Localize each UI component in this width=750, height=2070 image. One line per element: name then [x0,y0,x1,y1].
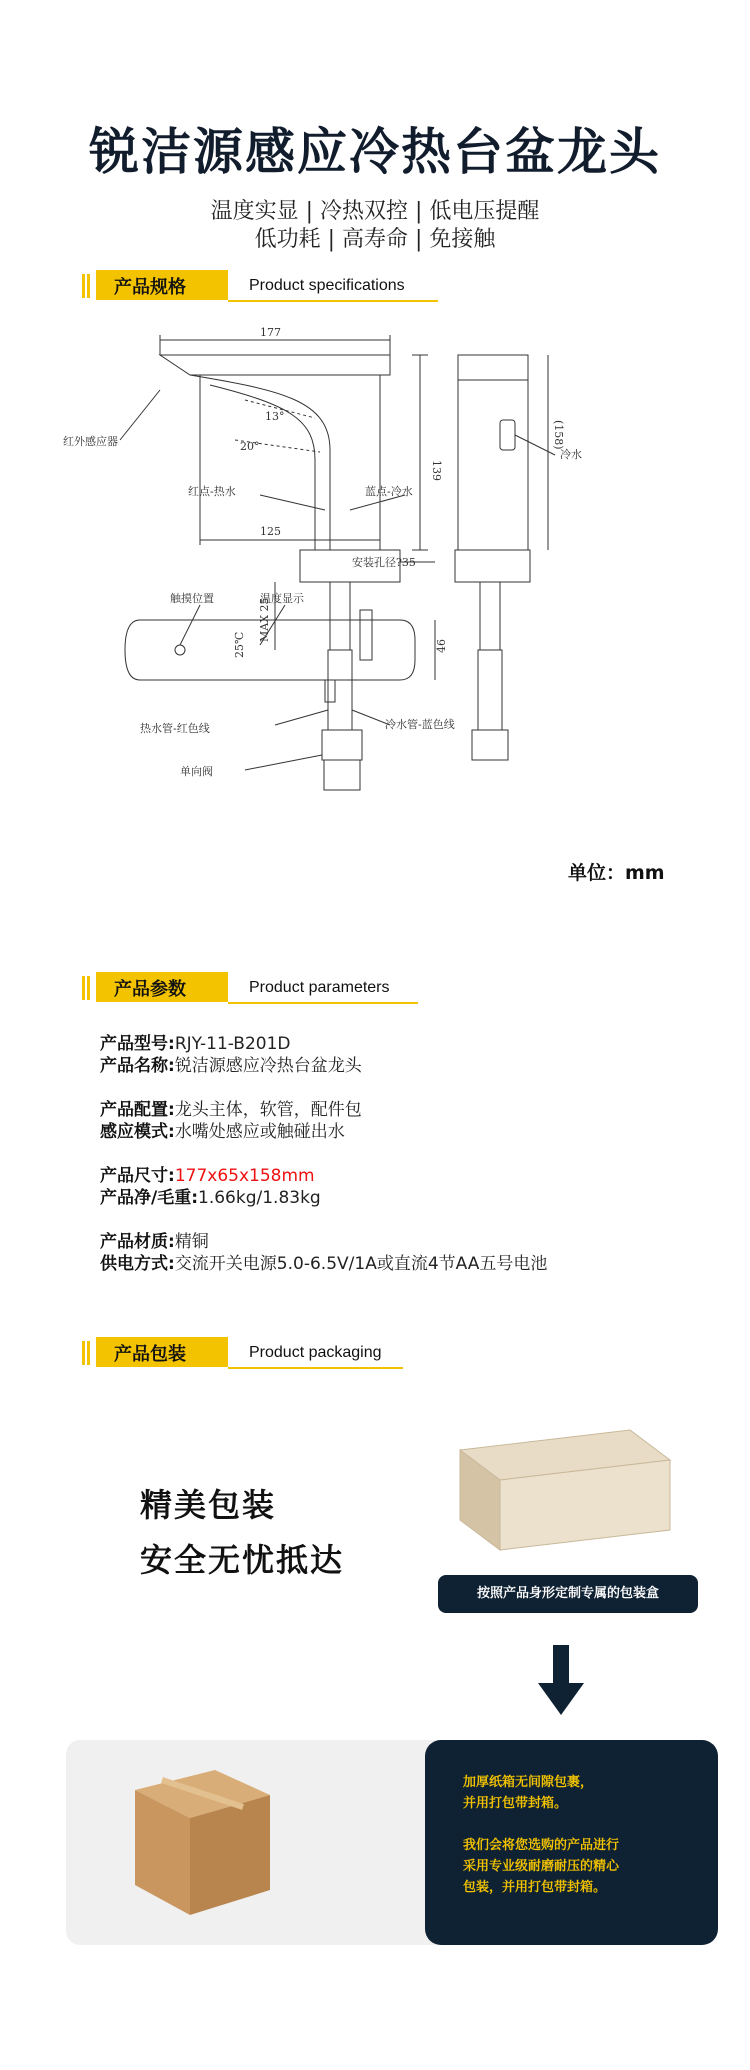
label-hole: 安装孔径?35 [352,556,416,569]
section-title-en: Product parameters [249,979,390,996]
section-header-packaging [82,1337,422,1371]
stripe-decoration [82,274,92,298]
dim-177: 177 [260,326,281,339]
param-value: 1.66kg/1.83kg [198,1188,321,1208]
section-title-zh: 产品规格 [114,277,186,298]
param-name [100,1055,362,1077]
param-label: 产品名称: [100,1056,175,1076]
param-value: 锐洁源感应冷热台盆龙头 [174,1056,362,1076]
param-label: 供电方式: [100,1254,175,1274]
angle-13: 13° [265,410,285,423]
dim-46: 46 [435,639,448,653]
label-cold-pipe: 冷水管-蓝色线 [385,718,455,731]
param-material [100,1231,209,1253]
param-value: 龙头主体，软管，配件包 [174,1100,362,1120]
param-label: 产品材质: [100,1232,175,1252]
down-arrow-icon [538,1645,584,1715]
label-sensor: 红外感应器 [63,435,118,448]
box-caption: 按照产品身形定制专属的包装盒 [438,1575,698,1613]
section-title-en: Product specifications [249,277,405,294]
param-value: 交流开关电源5.0-6.5V/1A或直流4节AA五号电池 [174,1254,548,1274]
note-line: 加厚纸箱无间隙包裹， [463,1775,594,1790]
label-temp-value: 25℃ [233,631,246,658]
param-label: 感应模式: [100,1122,175,1142]
param-value: 精铜 [174,1232,209,1252]
shipping-note-box [425,1740,718,1945]
section-underline [228,1367,403,1369]
label-touch: 触摸位置 [170,592,214,605]
label-temp-display: 温度显示 [260,592,304,605]
section-underline [228,1002,418,1004]
param-mode [100,1121,345,1143]
slogan-1: 精美包装 [140,1486,277,1524]
param-model [100,1033,291,1055]
label-hot-pipe: 热水管-红色线 [140,722,210,735]
param-label: 产品净/毛重: [100,1188,199,1208]
section-title-en: Product packaging [249,1344,382,1361]
angle-20: 20° [240,440,260,453]
label-hot: 红点-热水 [188,485,236,498]
param-label: 产品型号: [100,1034,175,1054]
note-line: 我们会将您选购的产品进行 [463,1838,620,1853]
unit-label: 单位：mm [568,862,665,884]
param-value: 177x65x158mm [174,1166,315,1186]
param-value: 水嘴处感应或触碰出水 [174,1122,345,1142]
feature-line-2: 低功耗 | 高寿命 | 免接触 [254,227,496,252]
note-line: 包装，并用打包带封箱。 [463,1880,607,1895]
feature-line-1: 温度实显 | 冷热双控 | 低电压提醒 [210,199,540,224]
product-box-image [440,1420,680,1570]
label-cold-side: 冷水 [560,448,582,461]
param-power [100,1253,547,1275]
section-underline [228,300,438,302]
section-title-zh: 产品参数 [114,979,186,1000]
param-value: RJY-11-B201D [174,1034,291,1054]
param-label: 产品尺寸: [100,1166,175,1186]
label-max25: MAX 25 [258,597,271,642]
note-line: 采用专业级耐磨耐压的精心 [463,1859,620,1874]
param-weight [100,1187,321,1209]
technical-drawing [60,320,700,910]
stripe-decoration [82,976,92,1000]
label-check-valve: 单向阀 [180,765,213,778]
param-size [100,1165,315,1187]
page-title: 锐洁源感应冷热台盆龙头 [89,123,661,181]
dim-125: 125 [260,525,281,538]
dim-139: 139 [430,460,443,481]
stripe-decoration [82,1341,92,1365]
dim-158: (158) [552,420,565,450]
param-label: 产品配置: [100,1100,175,1120]
label-cold: 蓝点-冷水 [365,485,413,498]
section-header-specs [82,270,442,304]
param-config [100,1099,362,1121]
section-header-params [82,972,422,1006]
shipping-carton-image [125,1760,275,1925]
section-title-zh: 产品包装 [114,1344,186,1365]
slogan-2: 安全无忧抵达 [140,1541,345,1579]
note-line: 并用打包带封箱。 [463,1796,568,1811]
